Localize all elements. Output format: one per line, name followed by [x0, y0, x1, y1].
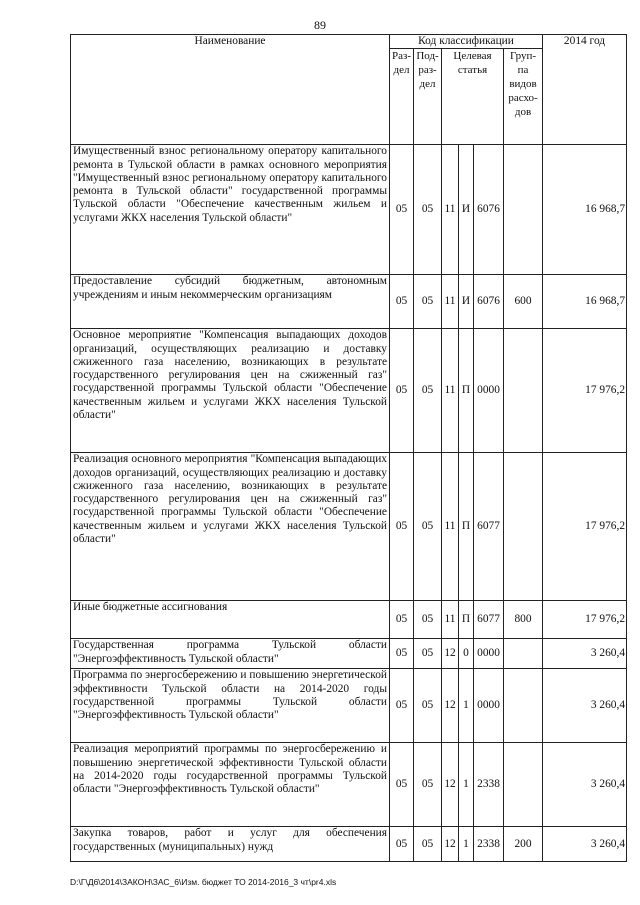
table-row: [71, 639, 627, 669]
column-header-classification: Код классификации: [390, 35, 543, 49]
row-amount: 17 976,2: [543, 453, 627, 601]
row-expense-group: [504, 669, 543, 743]
row-target-article-subprogram: П: [459, 329, 474, 453]
row-target-article-program: 12: [442, 639, 459, 669]
row-target-article-program: 11: [442, 145, 459, 275]
row-expense-group: [504, 639, 543, 669]
row-razdel: 05: [390, 453, 414, 601]
row-name: Программа по энергосбережению и повышению энергетической эффективности Тульской области на 2014-2020 годы государственной программы Тульской области "Энергоэффективность Тульской области": [71, 669, 390, 743]
row-target-article-subprogram: 0: [459, 639, 474, 669]
row-expense-group: 200: [504, 827, 543, 862]
row-expense-group: [504, 329, 543, 453]
row-amount: 3 260,4: [543, 639, 627, 669]
row-amount: 17 976,2: [543, 329, 627, 453]
column-header-expense-group: Груп- па видов расхо- дов: [504, 49, 543, 145]
row-razdel: 05: [390, 145, 414, 275]
row-expense-group: [504, 453, 543, 601]
row-amount: 17 976,2: [543, 601, 627, 639]
table-row: [71, 743, 627, 827]
row-podrazdel: 05: [414, 453, 442, 601]
row-podrazdel: 05: [414, 669, 442, 743]
row-razdel: 05: [390, 827, 414, 862]
row-amount: 16 968,7: [543, 145, 627, 275]
row-target-article-program: 11: [442, 601, 459, 639]
row-target-article-subprogram: П: [459, 453, 474, 601]
column-header-target-article: Целевая статья: [442, 49, 504, 145]
row-target-article-subprogram: 1: [459, 669, 474, 743]
column-header-podrazdel: Под- раз- дел: [414, 49, 442, 145]
row-target-article-direction: 0000: [474, 669, 504, 743]
row-target-article-direction: 6076: [474, 275, 504, 329]
column-header-year: 2014 год: [543, 35, 627, 145]
row-target-article-direction: 6077: [474, 453, 504, 601]
row-podrazdel: 05: [414, 827, 442, 862]
row-target-article-direction: 0000: [474, 639, 504, 669]
row-razdel: 05: [390, 669, 414, 743]
column-header-name: Наименование: [71, 35, 390, 145]
table-row: [71, 145, 627, 275]
row-amount: 3 260,4: [543, 743, 627, 827]
row-target-article-program: 11: [442, 275, 459, 329]
row-razdel: 05: [390, 275, 414, 329]
row-expense-group: [504, 743, 543, 827]
row-expense-group: 800: [504, 601, 543, 639]
row-expense-group: 600: [504, 275, 543, 329]
table-row: [71, 329, 627, 453]
row-expense-group: [504, 145, 543, 275]
row-amount: 3 260,4: [543, 669, 627, 743]
row-target-article-subprogram: 1: [459, 743, 474, 827]
column-header-razdel: Раз- дел: [390, 49, 414, 145]
page-number: 89: [314, 18, 326, 32]
row-target-article-direction: 2338: [474, 743, 504, 827]
row-name: Государственная программа Тульской области "Энергоэффективность Тульской области": [71, 639, 390, 669]
row-name: Имущественный взнос региональному оператору капитального ремонта в Тульской области в рамках основного мероприятия "Имущественный взнос региональному оператору капитального ремонта в Тульской области" государственной программы Тульской области "Обеспечение качественным жильем и услугами ЖКХ населения Тульской области": [71, 145, 390, 275]
table-row: [71, 601, 627, 639]
row-name: Предоставление субсидий бюджетным, автономным учреждениям и иным некоммерческим организациям: [71, 275, 390, 329]
row-razdel: 05: [390, 601, 414, 639]
row-target-article-program: 11: [442, 329, 459, 453]
row-target-article-subprogram: 1: [459, 827, 474, 862]
row-target-article-program: 12: [442, 743, 459, 827]
row-podrazdel: 05: [414, 601, 442, 639]
row-podrazdel: 05: [414, 275, 442, 329]
row-razdel: 05: [390, 743, 414, 827]
table-row: [71, 827, 627, 862]
row-target-article-program: 12: [442, 827, 459, 862]
row-podrazdel: 05: [414, 329, 442, 453]
row-name: Закупка товаров, работ и услуг для обеспечения государственных (муниципальных) нужд: [71, 827, 390, 862]
row-target-article-program: 12: [442, 669, 459, 743]
table-row: [71, 453, 627, 601]
row-target-article-subprogram: И: [459, 275, 474, 329]
row-name: Иные бюджетные ассигнования: [71, 601, 390, 639]
row-target-article-subprogram: П: [459, 601, 474, 639]
row-name: Реализация мероприятий программы по энергосбережению и повышению энергетической эффективности Тульской области на 2014-2020 годы государственной программы Тульской области "Энергоэффективность Тульской области": [71, 743, 390, 827]
row-podrazdel: 05: [414, 743, 442, 827]
budget-table: [70, 34, 627, 862]
row-razdel: 05: [390, 639, 414, 669]
row-target-article-direction: 6076: [474, 145, 504, 275]
table-row: [71, 275, 627, 329]
row-razdel: 05: [390, 329, 414, 453]
row-target-article-direction: 0000: [474, 329, 504, 453]
table-row: [71, 669, 627, 743]
row-target-article-subprogram: И: [459, 145, 474, 275]
row-amount: 3 260,4: [543, 827, 627, 862]
row-target-article-program: 11: [442, 453, 459, 601]
row-target-article-direction: 6077: [474, 601, 504, 639]
row-target-article-direction: 2338: [474, 827, 504, 862]
row-name: Основное мероприятие "Компенсация выпадающих доходов организаций, осуществляющих реализацию и доставку сжиженного газа населению, возникающих в результате государственного регулирования цен на сжиженный газ" государственной программы Тульской области "Обеспечение качественным жильем и услугами ЖКХ населения Тульской области": [71, 329, 390, 453]
row-name: Реализация основного мероприятия "Компенсация выпадающих доходов организаций, осуществляющих реализацию и доставку сжиженного газа населению, возникающих в результате государственного регулирования цен на сжиженный газ" государственной программы Тульской области "Обеспечение качественным жильем и услугами ЖКХ населения Тульской области": [71, 453, 390, 601]
row-amount: 16 968,7: [543, 275, 627, 329]
row-podrazdel: 05: [414, 639, 442, 669]
file-path-footer: D:\Г\Д6\2014\ЗАКОН\ЗАС_6\Изм. бюджет ТО 2014-2016_3 чт\pr4.xls: [70, 877, 337, 887]
row-podrazdel: 05: [414, 145, 442, 275]
